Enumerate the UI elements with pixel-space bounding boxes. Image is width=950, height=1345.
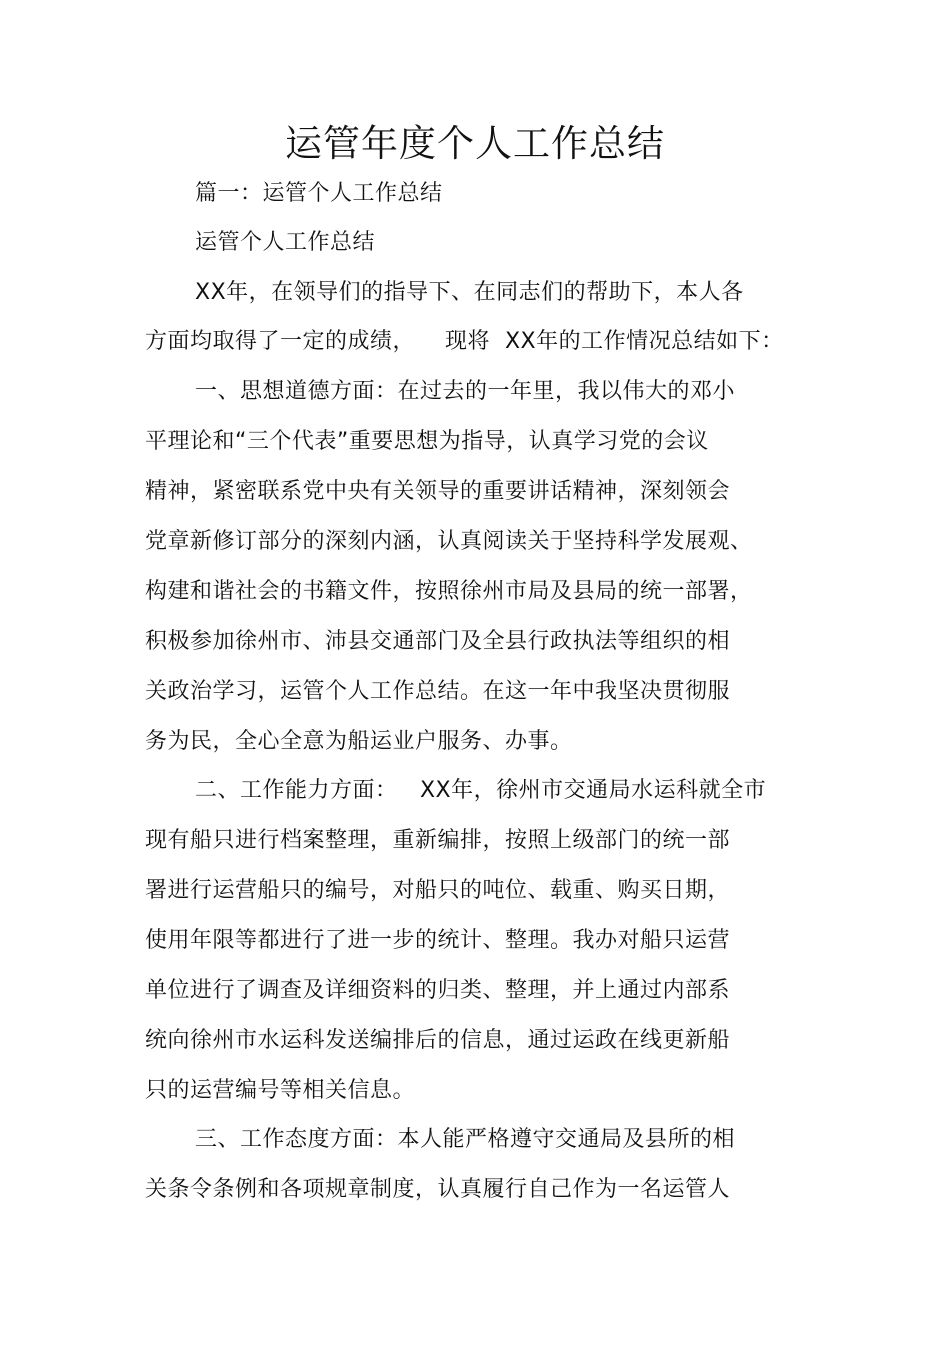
paragraph-line: 二、工作能力方面： XX年，徐州市交通局水运科就全市 xyxy=(195,778,767,803)
paragraph-line: 使用年限等都进行了进一步的统计、整理。我办对船只运营 xyxy=(145,928,731,953)
document-title: 运管年度个人工作总结 xyxy=(285,122,665,165)
paragraph-line: 务为民，全心全意为船运业户服务、办事。 xyxy=(145,729,573,754)
paragraph-line: 关政治学习，运管个人工作总结。在这一年中我坚决贯彻服 xyxy=(145,679,731,704)
paragraph-line: 精神，紧密联系党中央有关领导的重要讲话精神，深刻领会 xyxy=(145,479,731,504)
paragraph-line: 构建和谐社会的书籍文件，按照徐州市局及县局的统一部署， xyxy=(145,579,753,604)
paragraph-line: 统向徐州市水运科发送编排后的信息，通过运政在线更新船 xyxy=(145,1028,731,1053)
paragraph-line: 单位进行了调查及详细资料的归类、整理，并上通过内部系 xyxy=(145,978,731,1003)
subheading: 运管个人工作总结 xyxy=(195,230,376,255)
paragraph-line: 一、思想道德方面：在过去的一年里，我以伟大的邓小 xyxy=(195,379,736,404)
paragraph-line: 积极参加徐州市、沛县交通部门及全县行政执法等组织的相 xyxy=(145,629,731,654)
paragraph-line: 党章新修订部分的深刻内涵，认真阅读关于坚持科学发展观、 xyxy=(145,529,753,554)
paragraph-line: 只的运营编号等相关信息。 xyxy=(145,1078,416,1103)
paragraph-line: 署进行运营船只的编号，对船只的吨位、载重、购买日期， xyxy=(145,878,731,903)
paragraph-line: 三、工作态度方面：本人能严格遵守交通局及县所的相 xyxy=(195,1127,736,1152)
paragraph-line: 现有船只进行档案整理，重新编排，按照上级部门的统一部 xyxy=(145,828,731,853)
paragraph-line: 关条令条例和各项规章制度，认真履行自己作为一名运管人 xyxy=(145,1177,731,1202)
paragraph-line: XX年，在领导们的指导下、在同志们的帮助下，本人各 xyxy=(195,280,744,305)
paragraph-line: 平理论和“三个代表”重要思想为指导，认真学习党的会议 xyxy=(145,429,709,454)
paragraph-line: 方面均取得了一定的成绩， 现将 XX年的工作情况总结如下： xyxy=(145,329,784,354)
section-heading: 篇一：运管个人工作总结 xyxy=(195,181,443,206)
